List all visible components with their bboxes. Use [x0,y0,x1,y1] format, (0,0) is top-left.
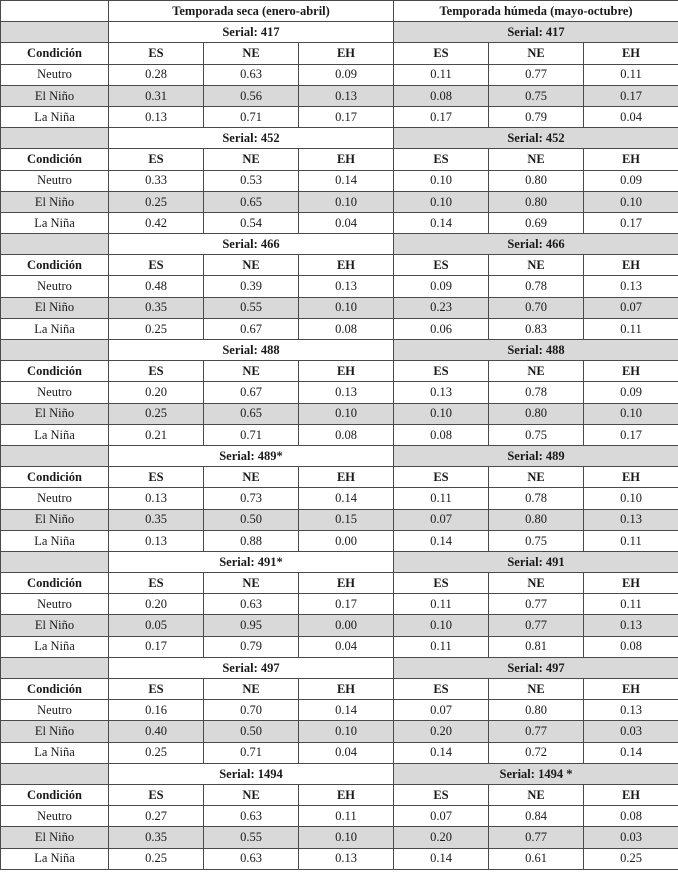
condition-cell: El Niño [1,297,109,318]
dry-value-cell: 0.13 [299,276,394,297]
wet-value-cell: 0.77 [489,594,584,615]
wet-value-cell: 0.04 [584,106,678,127]
wet-value-cell: 0.77 [489,615,584,636]
table-row [1,742,678,763]
wet-ne-header: NE [489,784,584,805]
condition-cell: Neutro [1,276,109,297]
wet-serial-label: Serial: 488 [394,340,678,361]
table-row [1,594,678,615]
wet-es-header: ES [394,467,489,488]
wet-es-header: ES [394,361,489,382]
dry-value-cell: 0.10 [299,721,394,742]
dry-value-cell: 0.17 [109,636,204,657]
wet-value-cell: 0.78 [489,382,584,403]
wet-value-cell: 0.11 [394,594,489,615]
condition-cell: El Niño [1,615,109,636]
condition-cell: Neutro [1,594,109,615]
wet-value-cell: 0.11 [584,530,678,551]
table-row [1,530,678,551]
dry-value-cell: 0.13 [299,848,394,869]
dry-value-cell: 0.70 [204,700,299,721]
dry-ne-header: NE [204,467,299,488]
dry-ne-header: NE [204,255,299,276]
table-row [1,191,678,212]
table-row [1,721,678,742]
wet-value-cell: 0.80 [489,191,584,212]
table-row [1,64,678,85]
wet-value-cell: 0.08 [394,424,489,445]
condition-header: Condición [1,149,109,170]
dry-value-cell: 0.04 [299,636,394,657]
condition-header: Condición [1,679,109,700]
wet-value-cell: 0.78 [489,276,584,297]
condition-cell: Neutro [1,700,109,721]
dry-serial-label: Serial: 491* [109,551,394,572]
wet-value-cell: 0.14 [394,530,489,551]
dry-value-cell: 0.55 [204,297,299,318]
wet-value-cell: 0.84 [489,806,584,827]
table-row [1,170,678,191]
wet-value-cell: 0.10 [584,191,678,212]
dry-eh-header: EH [299,43,394,64]
wet-value-cell: 0.17 [584,85,678,106]
wet-value-cell: 0.70 [489,297,584,318]
dry-value-cell: 0.63 [204,64,299,85]
wet-value-cell: 0.06 [394,318,489,339]
column-header-row [1,784,678,805]
wet-value-cell: 0.10 [394,403,489,424]
wet-eh-header: EH [584,784,678,805]
dry-value-cell: 0.04 [299,742,394,763]
serial-row [1,445,678,466]
dry-es-header: ES [109,784,204,805]
dry-value-cell: 0.05 [109,615,204,636]
dry-es-header: ES [109,361,204,382]
wet-value-cell: 0.07 [394,700,489,721]
dry-value-cell: 0.71 [204,424,299,445]
wet-value-cell: 0.25 [584,848,678,869]
wet-value-cell: 0.08 [584,806,678,827]
wet-value-cell: 0.23 [394,297,489,318]
condition-cell: La Niña [1,318,109,339]
wet-value-cell: 0.14 [394,848,489,869]
dry-es-header: ES [109,149,204,170]
dry-value-cell: 0.40 [109,721,204,742]
wet-value-cell: 0.20 [394,721,489,742]
dry-value-cell: 0.17 [299,594,394,615]
dry-value-cell: 0.71 [204,742,299,763]
dry-value-cell: 0.11 [299,806,394,827]
condition-header: Condición [1,43,109,64]
serial-row-blank [1,551,109,572]
dry-ne-header: NE [204,43,299,64]
dry-serial-label: Serial: 497 [109,657,394,678]
condition-cell: El Niño [1,721,109,742]
table-row [1,488,678,509]
wet-value-cell: 0.03 [584,827,678,848]
wet-value-cell: 0.17 [584,212,678,233]
dry-value-cell: 0.25 [109,191,204,212]
serial-row [1,22,678,43]
dry-value-cell: 0.53 [204,170,299,191]
wet-ne-header: NE [489,149,584,170]
dry-eh-header: EH [299,784,394,805]
corner-cell [1,1,109,22]
dry-value-cell: 0.71 [204,106,299,127]
wet-value-cell: 0.69 [489,212,584,233]
wet-eh-header: EH [584,361,678,382]
dry-value-cell: 0.79 [204,636,299,657]
dry-value-cell: 0.35 [109,509,204,530]
wet-value-cell: 0.10 [584,403,678,424]
wet-value-cell: 0.80 [489,170,584,191]
wet-value-cell: 0.11 [394,64,489,85]
wet-value-cell: 0.61 [489,848,584,869]
column-header-row [1,467,678,488]
table-row [1,403,678,424]
column-header-row [1,149,678,170]
dry-value-cell: 0.28 [109,64,204,85]
dry-value-cell: 0.65 [204,191,299,212]
column-header-row [1,43,678,64]
wet-eh-header: EH [584,573,678,594]
wet-value-cell: 0.10 [394,170,489,191]
column-header-row [1,255,678,276]
dry-ne-header: NE [204,784,299,805]
wet-value-cell: 0.10 [394,191,489,212]
wet-value-cell: 0.11 [584,318,678,339]
dry-eh-header: EH [299,679,394,700]
condition-header: Condición [1,361,109,382]
condition-cell: Neutro [1,382,109,403]
wet-serial-label: Serial: 452 [394,128,678,149]
serial-row [1,128,678,149]
wet-value-cell: 0.14 [584,742,678,763]
wet-eh-header: EH [584,255,678,276]
wet-ne-header: NE [489,679,584,700]
condition-cell: La Niña [1,636,109,657]
dry-value-cell: 0.31 [109,85,204,106]
wet-value-cell: 0.75 [489,424,584,445]
wet-value-cell: 0.77 [489,827,584,848]
dry-ne-header: NE [204,573,299,594]
dry-value-cell: 0.13 [109,488,204,509]
wet-value-cell: 0.13 [584,509,678,530]
wet-value-cell: 0.13 [394,382,489,403]
dry-value-cell: 0.10 [299,297,394,318]
wet-value-cell: 0.17 [394,106,489,127]
dry-ne-header: NE [204,149,299,170]
condition-cell: La Niña [1,848,109,869]
serial-row [1,340,678,361]
wet-value-cell: 0.75 [489,85,584,106]
wet-value-cell: 0.13 [584,615,678,636]
condition-cell: La Niña [1,424,109,445]
dry-value-cell: 0.50 [204,721,299,742]
dry-serial-label: Serial: 466 [109,234,394,255]
dry-value-cell: 0.00 [299,530,394,551]
wet-es-header: ES [394,255,489,276]
dry-value-cell: 0.20 [109,382,204,403]
wet-value-cell: 0.09 [584,170,678,191]
wet-value-cell: 0.17 [584,424,678,445]
dry-value-cell: 0.13 [109,530,204,551]
condition-cell: El Niño [1,85,109,106]
dry-value-cell: 0.55 [204,827,299,848]
dry-value-cell: 0.67 [204,382,299,403]
serial-row-blank [1,22,109,43]
dry-value-cell: 0.67 [204,318,299,339]
wet-ne-header: NE [489,573,584,594]
serial-row-blank [1,445,109,466]
dry-value-cell: 0.08 [299,424,394,445]
wet-value-cell: 0.11 [584,594,678,615]
dry-value-cell: 0.35 [109,827,204,848]
serial-row-blank [1,763,109,784]
dry-value-cell: 0.35 [109,297,204,318]
serial-row-blank [1,128,109,149]
wet-eh-header: EH [584,149,678,170]
dry-value-cell: 0.14 [299,488,394,509]
table-row [1,85,678,106]
dry-value-cell: 0.39 [204,276,299,297]
wet-value-cell: 0.09 [394,276,489,297]
wet-value-cell: 0.81 [489,636,584,657]
dry-value-cell: 0.09 [299,64,394,85]
wet-es-header: ES [394,784,489,805]
wet-value-cell: 0.11 [584,64,678,85]
wet-value-cell: 0.07 [584,297,678,318]
season-header-row [1,1,678,22]
dry-serial-label: Serial: 1494 [109,763,394,784]
dry-value-cell: 0.65 [204,403,299,424]
dry-value-cell: 0.21 [109,424,204,445]
column-header-row [1,573,678,594]
dry-value-cell: 0.25 [109,318,204,339]
condition-cell: La Niña [1,530,109,551]
condition-header: Condición [1,467,109,488]
dry-value-cell: 0.73 [204,488,299,509]
dry-serial-label: Serial: 488 [109,340,394,361]
dry-eh-header: EH [299,467,394,488]
wet-value-cell: 0.10 [394,615,489,636]
serial-row [1,763,678,784]
wet-value-cell: 0.13 [584,700,678,721]
wet-es-header: ES [394,573,489,594]
condition-cell: Neutro [1,64,109,85]
table-row [1,509,678,530]
wet-ne-header: NE [489,361,584,382]
dry-value-cell: 0.63 [204,594,299,615]
dry-value-cell: 0.16 [109,700,204,721]
wet-value-cell: 0.80 [489,403,584,424]
column-header-row [1,679,678,700]
dry-value-cell: 0.20 [109,594,204,615]
table-row [1,212,678,233]
wet-value-cell: 0.11 [394,636,489,657]
wet-value-cell: 0.78 [489,488,584,509]
wet-value-cell: 0.13 [584,276,678,297]
wet-eh-header: EH [584,679,678,700]
table-row [1,318,678,339]
condition-cell: La Niña [1,742,109,763]
wet-value-cell: 0.07 [394,806,489,827]
table-row [1,700,678,721]
condition-header: Condición [1,573,109,594]
wet-value-cell: 0.03 [584,721,678,742]
dry-season-header: Temporada seca (enero-abril) [109,1,394,22]
table-row [1,827,678,848]
dry-es-header: ES [109,573,204,594]
table-body [1,1,678,870]
dry-value-cell: 0.42 [109,212,204,233]
dry-value-cell: 0.25 [109,742,204,763]
condition-header: Condición [1,784,109,805]
dry-value-cell: 0.25 [109,848,204,869]
wet-value-cell: 0.07 [394,509,489,530]
wet-value-cell: 0.80 [489,700,584,721]
wet-value-cell: 0.20 [394,827,489,848]
wet-serial-label: Serial: 417 [394,22,678,43]
table-row [1,276,678,297]
table-row [1,848,678,869]
serial-row-blank [1,340,109,361]
dry-es-header: ES [109,679,204,700]
condition-cell: La Niña [1,106,109,127]
serial-row-blank [1,234,109,255]
wet-value-cell: 0.77 [489,721,584,742]
condition-cell: La Niña [1,212,109,233]
condition-cell: Neutro [1,488,109,509]
dry-value-cell: 0.10 [299,403,394,424]
condition-cell: El Niño [1,403,109,424]
dry-value-cell: 0.14 [299,700,394,721]
wet-serial-label: Serial: 491 [394,551,678,572]
condition-cell: El Niño [1,827,109,848]
dry-value-cell: 0.10 [299,191,394,212]
dry-value-cell: 0.63 [204,806,299,827]
wet-value-cell: 0.11 [394,488,489,509]
wet-value-cell: 0.08 [584,636,678,657]
dry-es-header: ES [109,467,204,488]
wet-eh-header: EH [584,43,678,64]
wet-serial-label: Serial: 489 [394,445,678,466]
table-row [1,636,678,657]
dry-ne-header: NE [204,679,299,700]
dry-value-cell: 0.88 [204,530,299,551]
dry-eh-header: EH [299,573,394,594]
dry-eh-header: EH [299,255,394,276]
wet-es-header: ES [394,149,489,170]
wet-eh-header: EH [584,467,678,488]
wet-serial-label: Serial: 1494 * [394,763,678,784]
wet-ne-header: NE [489,255,584,276]
dry-value-cell: 0.25 [109,403,204,424]
dry-serial-label: Serial: 417 [109,22,394,43]
dry-value-cell: 0.33 [109,170,204,191]
table-row [1,424,678,445]
table-row [1,806,678,827]
wet-es-header: ES [394,679,489,700]
table-row [1,106,678,127]
dry-value-cell: 0.27 [109,806,204,827]
column-header-row [1,361,678,382]
condition-cell: Neutro [1,170,109,191]
dry-eh-header: EH [299,149,394,170]
dry-value-cell: 0.56 [204,85,299,106]
serial-row [1,551,678,572]
table-row [1,615,678,636]
wet-value-cell: 0.80 [489,509,584,530]
dry-ne-header: NE [204,361,299,382]
wet-value-cell: 0.83 [489,318,584,339]
wet-value-cell: 0.10 [584,488,678,509]
wet-value-cell: 0.72 [489,742,584,763]
condition-cell: Neutro [1,806,109,827]
wet-value-cell: 0.77 [489,64,584,85]
condition-cell: El Niño [1,509,109,530]
wet-es-header: ES [394,43,489,64]
serial-row [1,234,678,255]
wet-value-cell: 0.08 [394,85,489,106]
wet-serial-label: Serial: 466 [394,234,678,255]
dry-es-header: ES [109,255,204,276]
wet-value-cell: 0.14 [394,212,489,233]
dry-value-cell: 0.15 [299,509,394,530]
wet-ne-header: NE [489,467,584,488]
table-row [1,297,678,318]
dry-value-cell: 0.13 [109,106,204,127]
serial-row [1,657,678,678]
wet-serial-label: Serial: 497 [394,657,678,678]
dry-value-cell: 0.08 [299,318,394,339]
dry-value-cell: 0.14 [299,170,394,191]
dry-value-cell: 0.48 [109,276,204,297]
dry-value-cell: 0.63 [204,848,299,869]
dry-eh-header: EH [299,361,394,382]
wet-season-header: Temporada húmeda (mayo-octubre) [394,1,678,22]
dry-serial-label: Serial: 452 [109,128,394,149]
dry-es-header: ES [109,43,204,64]
dry-value-cell: 0.13 [299,382,394,403]
serial-row-blank [1,657,109,678]
dry-value-cell: 0.13 [299,85,394,106]
wet-value-cell: 0.14 [394,742,489,763]
dry-value-cell: 0.17 [299,106,394,127]
dry-value-cell: 0.95 [204,615,299,636]
wet-ne-header: NE [489,43,584,64]
dry-value-cell: 0.10 [299,827,394,848]
dry-value-cell: 0.50 [204,509,299,530]
dry-value-cell: 0.04 [299,212,394,233]
dry-value-cell: 0.00 [299,615,394,636]
dry-value-cell: 0.54 [204,212,299,233]
wet-value-cell: 0.79 [489,106,584,127]
wet-value-cell: 0.09 [584,382,678,403]
condition-cell: El Niño [1,191,109,212]
condition-header: Condición [1,255,109,276]
table-row [1,382,678,403]
dry-serial-label: Serial: 489* [109,445,394,466]
wet-value-cell: 0.75 [489,530,584,551]
